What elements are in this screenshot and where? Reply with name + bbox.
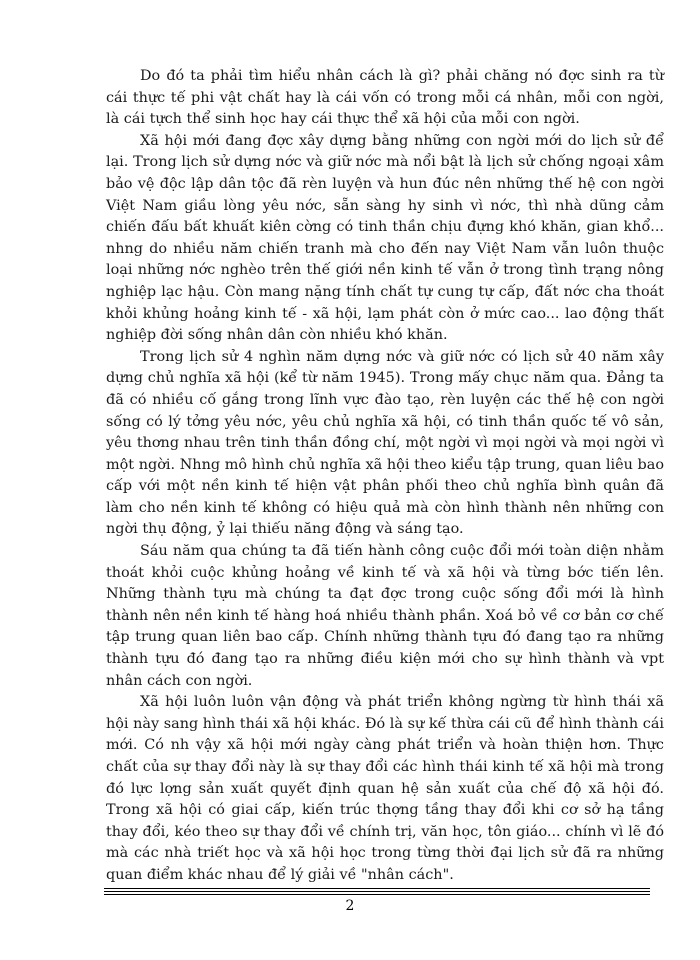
paragraph-5: Xã hội luôn luôn vận động và phát triển không ngừng từ hình thái xã hội này sang hình thái xã hội khác. Đó là sự kế thừa cái cũ để hình thành cái mới. Có nh vậy xã hội mới ngày càng phát triển và hoàn thiện hơn. Thực chất của sự thay đổi này là sự thay đổi các hình thái kinh tế xã hội mà trong đó lực lợng sản xuất quyết định quan hệ sản xuất của chế độ xã hội đó. Trong xã hội có giai cấp, kiến trúc thợng tầng thay đổi khi cơ sở hạ tầng thay đổi, kéo theo sự thay đổi về chính trị, văn học, tôn giáo... chính vì lẽ đó mà các nhà triết học và xã hội học trong từng thời đại lịch sử đã ra những quan điểm khác nhau để lý giải về "nhân cách". [106,694,664,883]
body-text [106,66,664,887]
page-number: 2 [345,898,355,914]
paragraph-4: Sáu năm qua chúng ta đã tiến hành công cuộc đổi mới toàn diện nhằm thoát khỏi cuộc khủng hoảng về kinh tế và xã hội và từng bớc tiến lên. Những thành tựu mà chúng ta đạt đợc trong cuộc sống đổi mới là hình thành nên nền kinh tế hàng hoá nhiều thành phần. Xoá bỏ về cơ bản cơ chế tập trung quan liên bao cấp. Chính những thành tựu đó đang tạo ra những thành tựu đó đang tạo ra những điều kiện mới cho sự hình thành và vpt nhân cách con ngời. [106,543,664,689]
footer-rule [104,891,650,892]
paragraph-3: Trong lịch sử 4 nghìn năm dựng nớc và giữ nớc có lịch sử 40 năm xây dựng chủ nghĩa xã hội (kể từ năm 1945). Trong mấy chục năm qua. Đảng ta đã có nhiều cố gắng trong lĩnh vực đào tạo, rèn luyện các thế hệ con ngời sống có lý tởng yêu nớc, yêu chủ nghĩa xã hội, có tinh thần quốc tế vô sản, yêu thơng nhau trên tinh thần đồng chí, một ngời vì mọi ngời và mọi ngời vì một ngời. Nhng mô hình chủ nghĩa xã hội theo kiểu tập trung, quan liêu bao cấp với một nền kinh tế hiện vật phân phối theo chủ nghĩa bình quân đã làm cho nền kinh tế không có hiệu quả mà còn hình thành nên những con ngời thụ động, ỷ lại thiếu năng động và sáng tạo. [106,348,664,538]
paragraph-1: Do đó ta phải tìm hiểu nhân cách là gì? phải chăng nó đợc sinh ra từ cái thực tế phi vật chất hay là cái vốn có trong mỗi cá nhân, mỗi con ngời, là cái tựch thể sinh học hay cái thực thể xã hội của mỗi con ngời. [106,68,664,128]
paragraph-2: Xã hội mới đang đợc xây dựng bằng những con ngời mới do lịch sử để lại. Trong lịch sử dựng nớc và giữ nớc mà nổi bật là lịch sử chống ngoại xâm bảo vệ độc lập dân tộc đã rèn luyện và hun đúc nên những thế hệ con ngời Việt Nam giầu lòng yêu nớc, sẵn sàng hy sinh vì nớc, thì nhà dũng cảm chiến đấu bất khuất kiên cờng có tinh thần chịu đựng khó khăn, gian khổ... nhng do nhiều năm chiến tranh mà cho đến nay Việt Nam vẫn luôn thuộc loại những nớc nghèo trên thế giới nền kinh tế vẫn ở trong tình trạng nông nghiệp lạc hậu. Còn mang nặng tính chất tự cung tự cấp, đất nớc cha thoát khỏi khủng hoảng kinh tế - xã hội, lạm phát còn ở mức cao... lao động thất nghiệp đời sống nhân dân còn nhiều khó khăn. [106,132,664,344]
footer-rule [104,894,650,895]
footer-rule [104,888,650,889]
footer-rules [104,888,650,895]
